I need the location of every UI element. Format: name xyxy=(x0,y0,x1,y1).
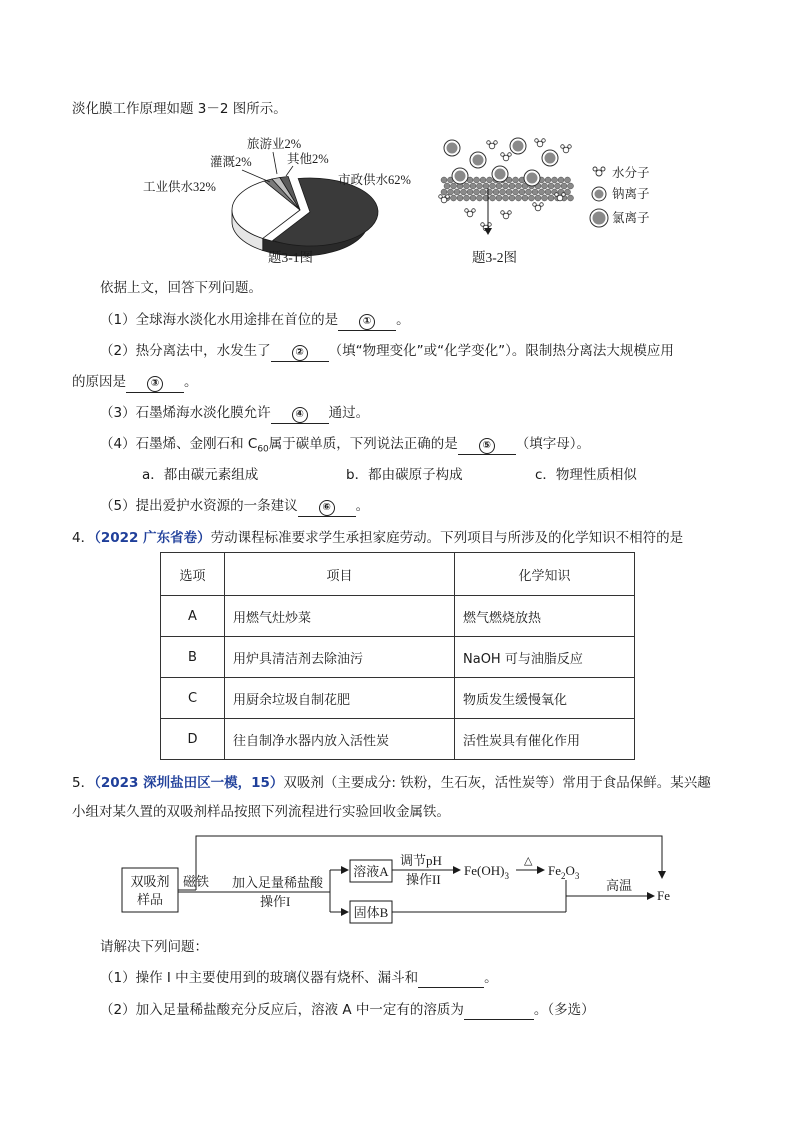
add-acid-label: 加入足量稀盐酸 xyxy=(232,875,324,890)
lattice-atom xyxy=(568,183,574,189)
lattice-atom xyxy=(548,195,554,201)
answer-blank-6[interactable]: ⑥ xyxy=(298,497,356,517)
operation-1-label: 操作I xyxy=(260,894,291,909)
table-header-cell: 选项 xyxy=(161,553,225,596)
lattice-atom xyxy=(444,183,450,189)
legend-water-label: 水分子 xyxy=(612,165,650,180)
water-molecule-atom xyxy=(561,145,565,149)
water-molecule-atom xyxy=(501,153,505,157)
lattice-atom xyxy=(454,189,460,195)
water-molecule-atom xyxy=(555,193,559,197)
answer-blank-4[interactable]: ④ xyxy=(271,404,329,424)
answer-blank-2[interactable]: ② xyxy=(271,342,329,362)
lattice-atom xyxy=(513,177,519,183)
lattice-atom xyxy=(480,189,486,195)
lattice-atom xyxy=(522,195,528,201)
ion-inner xyxy=(545,153,556,164)
lattice-atom xyxy=(461,189,467,195)
lattice-atom xyxy=(451,183,457,189)
q3-part2: （2）热分离法中，水发生了 ② （填“物理变化”或“化学变化”）。限制热分离法大规模应用 xyxy=(100,342,674,362)
operation-2-label: 操作II xyxy=(406,872,441,887)
q4-table xyxy=(160,552,635,760)
table-cell: C xyxy=(161,678,225,719)
lattice-atom xyxy=(496,183,502,189)
pie-label-irrigation: 灌溉2% xyxy=(210,155,252,169)
pie-label-industry: 工业供水32% xyxy=(143,180,216,194)
sample-label-2: 样品 xyxy=(136,892,164,907)
table-header-row xyxy=(161,553,635,596)
lattice-atom xyxy=(542,183,548,189)
q4-stem: 4．（2022 广东省卷）劳动课程标准要求学生承担家庭劳动。下列项目与所涉及的化学知识不相符的是 xyxy=(72,530,684,546)
table-cell: 往自制净水器内放入活性炭 xyxy=(225,719,455,760)
ion-inner xyxy=(455,171,466,182)
q3-option-a: a．都由碳元素组成 xyxy=(142,467,259,483)
lattice-atom xyxy=(493,189,499,195)
q3-part3: （3）石墨烯海水淡化膜允许 ④ 通过。 xyxy=(100,404,369,424)
lattice-atom xyxy=(503,183,509,189)
answer-blank-5[interactable]: ⑤ xyxy=(458,435,516,455)
fe2o3-label: $Fe_2O_3$ xyxy=(548,863,580,881)
water-molecule-atom xyxy=(481,223,485,227)
water-molecule-atom xyxy=(494,141,498,145)
legend-sodium-label: 钠离子 xyxy=(612,186,650,201)
q5-stem-cont: 小组对某久置的双吸剂样品按照下列流程进行实验回收金属铁。 xyxy=(72,804,450,820)
lattice-atom xyxy=(529,195,535,201)
answer-blank-q5-1[interactable] xyxy=(418,969,484,988)
lattice-atom xyxy=(545,189,551,195)
lattice-atom xyxy=(477,195,483,201)
water-molecule-atom xyxy=(508,153,512,157)
lattice-atom xyxy=(490,183,496,189)
lattice-atom xyxy=(470,183,476,189)
q3-part1: （1）全球海水淡化水用途排在首位的是 ① 。 xyxy=(100,311,410,331)
delta-label: △ xyxy=(524,855,533,867)
table-cell: 用厨余垃圾自制花肥 xyxy=(225,678,455,719)
q5-part1: （1）操作 I 中主要使用到的玻璃仪器有烧杯、漏斗和 。 xyxy=(100,970,498,986)
intro-text: 淡化膜工作原理如题 3－2 图所示。 xyxy=(72,101,287,117)
sample-label-1: 双吸剂 xyxy=(130,874,170,889)
lattice-atom xyxy=(474,189,480,195)
lattice-atom xyxy=(448,189,454,195)
solution-a-label: 溶液A xyxy=(353,864,389,879)
lattice-atom xyxy=(535,195,541,201)
water-molecule-atom xyxy=(439,195,443,199)
ion-inner xyxy=(513,141,524,152)
lattice-atom xyxy=(477,183,483,189)
lattice-atom xyxy=(496,195,502,201)
lattice-atom xyxy=(509,195,515,201)
lattice-atom xyxy=(451,195,457,201)
table-cell: NaOH 可与油脂反应 xyxy=(455,637,635,678)
water-molecule-atom xyxy=(446,195,450,199)
adjust-ph-label: 调节pH xyxy=(400,853,442,868)
lattice-atom xyxy=(555,183,561,189)
water-molecule-atom xyxy=(535,139,539,143)
lattice-atom xyxy=(503,195,509,201)
lattice-atom xyxy=(526,189,532,195)
lattice-atom xyxy=(506,189,512,195)
lattice-atom xyxy=(474,177,480,183)
ion-inner xyxy=(527,173,538,184)
lattice-atom xyxy=(513,189,519,195)
lattice-atom xyxy=(464,183,470,189)
lattice-atom xyxy=(467,189,473,195)
table-cell: 活性炭具有催化作用 xyxy=(455,719,635,760)
ion-inner xyxy=(447,143,458,154)
water-molecule-atom xyxy=(568,145,572,149)
q3-part4: （4）石墨烯、金刚石和 $C_{60}$属于碳单质，下列说法正确的是 ⑤ （填字母）。 xyxy=(100,436,591,455)
q5-part2: （2）加入足量稀盐酸充分反应后，溶液 A 中一定有的溶质为 。（多选） xyxy=(100,1002,595,1018)
chloride-ion-legend-icon xyxy=(590,209,608,227)
water-molecule-atom xyxy=(562,193,566,197)
lattice-atom xyxy=(500,189,506,195)
membrane-diagram xyxy=(430,128,660,268)
flow-arrow-head xyxy=(484,228,492,235)
water-molecule-atom xyxy=(540,203,544,207)
magnet-label: 磁铁 xyxy=(183,874,210,889)
lattice-atom xyxy=(457,195,463,201)
lattice-atom xyxy=(519,189,525,195)
lattice-atom xyxy=(548,183,554,189)
lattice-atom xyxy=(490,195,496,201)
table-row xyxy=(161,719,635,760)
sodium-ion-legend-icon xyxy=(592,187,606,201)
q3-option-c: c．物理性质相似 xyxy=(535,467,637,483)
lattice-atom xyxy=(532,189,538,195)
pie-label-tourism: 旅游业2% xyxy=(247,137,302,151)
answer-blank-3[interactable]: ③ xyxy=(126,373,184,393)
q3-lead: 依据上文，回答下列问题。 xyxy=(100,280,262,296)
legend-chloride-label: 氯离子 xyxy=(612,210,650,225)
lattice-atom xyxy=(470,195,476,201)
table-cell: D xyxy=(161,719,225,760)
q5-lead: 请解决下列问题： xyxy=(100,939,208,955)
q5-stem: 5．（2023 深圳盐田区一模，15）双吸剂（主要成分: 铁粉，生石灰，活性炭等）常用于食品保鲜。某兴趣 xyxy=(72,775,711,791)
q4-source: （2022 广东省卷） xyxy=(94,530,211,546)
table-row xyxy=(161,596,635,637)
ion-inner xyxy=(495,169,506,180)
q3-part5: （5）提出爱护水资源的一条建议 ⑥ 。 xyxy=(100,497,369,517)
lattice-atom xyxy=(487,189,493,195)
membrane-caption: 题3-2图 xyxy=(472,250,517,265)
table-cell: 物质发生缓慢氧化 xyxy=(455,678,635,719)
water-molecule-legend-icon xyxy=(593,167,605,176)
lattice-atom xyxy=(561,183,567,189)
lattice-atom xyxy=(516,183,522,189)
water-molecule-atom xyxy=(465,209,469,213)
water-molecule-atom xyxy=(542,139,546,143)
table-header-cell: 项目 xyxy=(225,553,455,596)
q3-option-b: b．都由碳原子构成 xyxy=(346,467,463,483)
feoh3-label: $Fe(OH)_3$ xyxy=(464,863,509,881)
water-molecule-atom xyxy=(508,211,512,215)
water-molecule-atom xyxy=(533,203,537,207)
answer-blank-1[interactable]: ① xyxy=(338,311,396,331)
flowchart xyxy=(110,832,690,924)
water-molecule-atom xyxy=(501,211,505,215)
table-row xyxy=(161,637,635,678)
lattice-atom xyxy=(441,177,447,183)
lattice-atom xyxy=(545,177,551,183)
solid-b-label: 固体B xyxy=(353,905,389,920)
lattice-atom xyxy=(552,177,558,183)
lattice-atom xyxy=(558,177,564,183)
high-temp-label: 高温 xyxy=(606,878,633,893)
fe-label: Fe xyxy=(657,888,670,903)
answer-blank-q5-2[interactable] xyxy=(464,1001,534,1020)
lattice-atom xyxy=(464,195,470,201)
pie-caption: 题3-1图 xyxy=(268,250,313,265)
pie-label-municipal: 市政供水62% xyxy=(338,173,411,187)
table-cell: A xyxy=(161,596,225,637)
water-molecule-atom xyxy=(472,209,476,213)
table-cell: 用炉具清洁剂去除油污 xyxy=(225,637,455,678)
lattice-atom xyxy=(539,189,545,195)
water-molecule-atom xyxy=(487,141,491,145)
q5-source: （2023 深圳盐田区一模，15） xyxy=(94,775,284,791)
lattice-atom xyxy=(480,177,486,183)
table-cell: 用燃气灶炒菜 xyxy=(225,596,455,637)
lattice-atom xyxy=(487,177,493,183)
ion-inner xyxy=(473,155,484,166)
table-cell: 燃气燃烧放热 xyxy=(455,596,635,637)
lattice-atom xyxy=(542,195,548,201)
table-header-cell: 化学知识 xyxy=(455,553,635,596)
lattice-atom xyxy=(565,177,571,183)
lattice-atom xyxy=(516,195,522,201)
lattice-atom xyxy=(509,183,515,189)
lattice-atom xyxy=(568,195,574,201)
pie-label-other: 其他2% xyxy=(287,152,329,166)
table-cell: B xyxy=(161,637,225,678)
q3-part2-cont: 的原因是 ③ 。 xyxy=(72,373,198,393)
table-row xyxy=(161,678,635,719)
lattice-atom xyxy=(441,189,447,195)
